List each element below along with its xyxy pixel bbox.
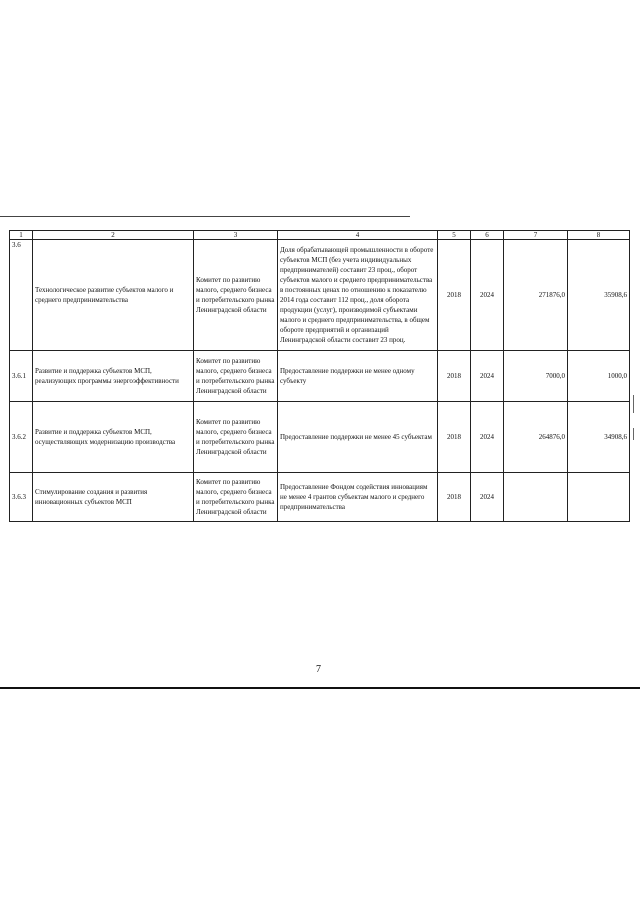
activity-name: Развитие и поддержка субъектов МСП, осуществляющих модернизацию производства [33, 402, 194, 473]
amount-col8: 1000,0 [568, 351, 630, 402]
executor: Комитет по развитию малого, среднего бизнеса и потребительского рынка Ленинградской области [194, 473, 278, 522]
amount-col7: 271876,0 [504, 240, 568, 351]
start-year: 2018 [438, 240, 471, 351]
executor: Комитет по развитию малого, среднего бизнеса и потребительского рынка Ленинградской области [194, 240, 278, 351]
column-header: 4 [278, 231, 438, 240]
amount-col7: 264876,0 [504, 402, 568, 473]
table-row [10, 240, 630, 351]
end-year: 2024 [471, 473, 504, 522]
executor: Комитет по развитию малого, среднего бизнеса и потребительского рынка Ленинградской области [194, 402, 278, 473]
item-number: 3.6 [10, 240, 33, 351]
top-rule [0, 216, 410, 217]
column-header: 5 [438, 231, 471, 240]
column-header: 2 [33, 231, 194, 240]
expected-result: Предоставление Фондом содействия инновациям не менее 4 грантов субъектам малого и среднего предпринимательства [278, 473, 438, 522]
end-year: 2024 [471, 402, 504, 473]
activity-name: Развитие и поддержка субъектов МСП, реализующих программы энергоэффективности [33, 351, 194, 402]
end-year: 2024 [471, 351, 504, 402]
column-header: 6 [471, 231, 504, 240]
scan-mark [633, 428, 634, 440]
amount-col8 [568, 473, 630, 522]
item-number: 3.6.1 [10, 351, 33, 402]
expected-result: Предоставление поддержки не менее одному субъекту [278, 351, 438, 402]
column-header: 1 [10, 231, 33, 240]
amount-col7: 7000,0 [504, 351, 568, 402]
column-header: 3 [194, 231, 278, 240]
start-year: 2018 [438, 402, 471, 473]
item-number: 3.6.2 [10, 402, 33, 473]
table-row [10, 351, 630, 402]
expected-result: Предоставление поддержки не менее 45 субъектам [278, 402, 438, 473]
expected-result: Доля обрабатывающей промышленности в обороте субъектов МСП (без учета индивидуальных предпринимателей) составит 23 проц., оборот субъектов малого и среднего предпринимательства в постоянных ценах по отношению к показателю 2014 года составит 112 проц., доля оборота продукции (услуг), производимой субъектами малого и среднего предпринимательства, в общем обороте предприятий и организаций Ленинградской области составит 23 проц. [278, 240, 438, 351]
end-year: 2024 [471, 240, 504, 351]
amount-col8: 35908,6 [568, 240, 630, 351]
table-row [10, 402, 630, 473]
executor: Комитет по развитию малого, среднего бизнеса и потребительского рынка Ленинградской области [194, 351, 278, 402]
amount-col7 [504, 473, 568, 522]
page-number: 7 [316, 664, 321, 675]
activity-name: Стимулирование создания и развития инновационных субъектов МСП [33, 473, 194, 522]
column-header: 8 [568, 231, 630, 240]
column-header: 7 [504, 231, 568, 240]
activity-name: Технологическое развитие субъектов малого и среднего предпринимательства [33, 240, 194, 351]
item-number: 3.6.3 [10, 473, 33, 522]
start-year: 2018 [438, 351, 471, 402]
scan-mark [633, 395, 634, 413]
bottom-rule [0, 687, 640, 689]
table-row [10, 473, 630, 522]
program-activities-table [9, 230, 630, 522]
header-row [10, 231, 630, 240]
start-year: 2018 [438, 473, 471, 522]
amount-col8: 34908,6 [568, 402, 630, 473]
